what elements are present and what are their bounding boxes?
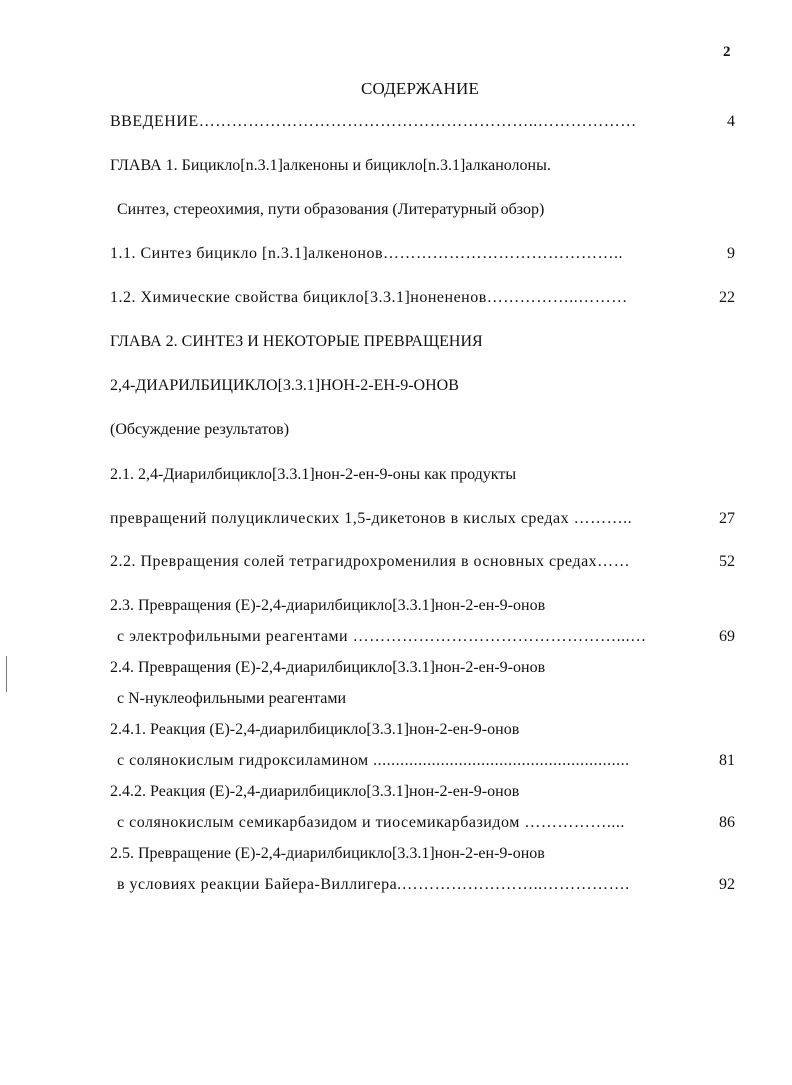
toc-entry — [110, 553, 630, 571]
toc-entry-page: 22 — [719, 289, 735, 306]
toc-entry-text: 2.5. Превращение (E)-2,4-диарилбицикло[3.3.1]нон-2-ен-9-онов — [110, 845, 545, 862]
toc-entry — [110, 721, 519, 739]
toc-entry-page: 69 — [719, 628, 735, 645]
toc-entry-page: 4 — [727, 113, 735, 130]
toc-entry — [110, 510, 632, 528]
toc-entry — [110, 333, 483, 351]
toc-entry-text: в условиях реакции Байера-Виллигера.……………………..……………. — [117, 876, 630, 893]
toc-entry-page: 81 — [719, 752, 735, 769]
toc-entry-text: 2.4.2. Реакция (E)-2,4-диарилбицикло[3.3.1]нон-2-ен-9-онов — [110, 783, 520, 800]
toc-entry — [110, 289, 628, 307]
page-number: 2 — [723, 44, 731, 60]
toc-entry-page: 27 — [719, 510, 735, 527]
toc-entry — [110, 245, 623, 263]
toc-entry-text: 1.2. Химические свойства бицикло[3.3.1]нонененов……………..……… — [110, 289, 628, 306]
toc-entry — [110, 597, 545, 615]
contents-title: СОДЕРЖАНИЕ — [360, 79, 480, 98]
toc-entry — [117, 814, 625, 832]
toc-entry — [110, 466, 516, 484]
toc-entry-text: с солянокислым гидроксиламином ......................................................... — [117, 752, 630, 769]
toc-entry-text: 2.3. Превращения (E)-2,4-диарилбицикло[3.3.1]нон-2-ен-9-онов — [110, 597, 546, 614]
toc-entry — [110, 845, 545, 863]
toc-entry — [110, 659, 545, 677]
toc-entry-page: 52 — [719, 553, 735, 570]
toc-entry-text: ВВЕДЕНИЕ……………………………………………………..……………… — [110, 113, 637, 130]
toc-entry-text: ГЛАВА 1. Бицикло[n.3.1]алкеноны и бицикло[n.3.1]алканолоны. — [110, 157, 551, 174]
toc-entry-page: 86 — [719, 814, 735, 831]
toc-entry-text: с N-нуклеофильными реагентами — [117, 690, 347, 707]
toc-entry-text: 1.1. Синтез бицикло [n.3.1]алкенонов…………………………………….. — [110, 245, 624, 262]
toc-entry-text: с электрофильными реагентами …………………………………………...… — [117, 628, 647, 645]
toc-entry-text: превращений полуциклических 1,5-дикетонов в кислых средах ……….. — [110, 510, 633, 527]
toc-entry-text: 2.4.1. Реакция (E)-2,4-диарилбицикло[3.3.1]нон-2-ен-9-онов — [110, 721, 520, 738]
toc-entry — [110, 783, 519, 801]
scan-margin-mark — [6, 656, 7, 692]
toc-entry-page: 92 — [719, 876, 735, 893]
toc-entry — [117, 876, 630, 894]
toc-entry-text: ГЛАВА 2. СИНТЕЗ И НЕКОТОРЫЕ ПРЕВРАЩЕНИЯ — [110, 333, 483, 350]
toc-entry-text: 2,4-ДИАРИЛБИЦИКЛО[3.3.1]НОН-2-ЕН-9-ОНОВ — [110, 377, 459, 394]
toc-entry-text: (Обсуждение результатов) — [110, 421, 290, 438]
toc-entry — [110, 157, 551, 175]
toc-entry — [117, 752, 630, 770]
toc-entry-text: 2.4. Превращения (E)-2,4-диарилбицикло[3.3.1]нон-2-ен-9-онов — [110, 659, 546, 676]
toc-entry — [110, 113, 637, 131]
toc-entry — [117, 690, 346, 708]
toc-entry-text: с солянокислым семикарбазидом и тиосемикарбазидом …………….... — [117, 814, 625, 831]
toc-entry — [117, 628, 647, 646]
toc-entry — [110, 421, 289, 439]
toc-entry-text: Синтез, стереохимия, пути образования (Литературный обзор) — [117, 201, 545, 218]
toc-entry-text: 2.1. 2,4-Диарилбицикло[3.3.1]нон-2-ен-9-оны как продукты — [110, 466, 517, 483]
toc-entry-page: 9 — [727, 245, 735, 262]
toc-entry — [117, 201, 544, 219]
toc-entry-text: 2.2. Превращения солей тетрагидрохроменилия в основных средах…… — [110, 553, 631, 570]
toc-entry — [110, 377, 459, 395]
